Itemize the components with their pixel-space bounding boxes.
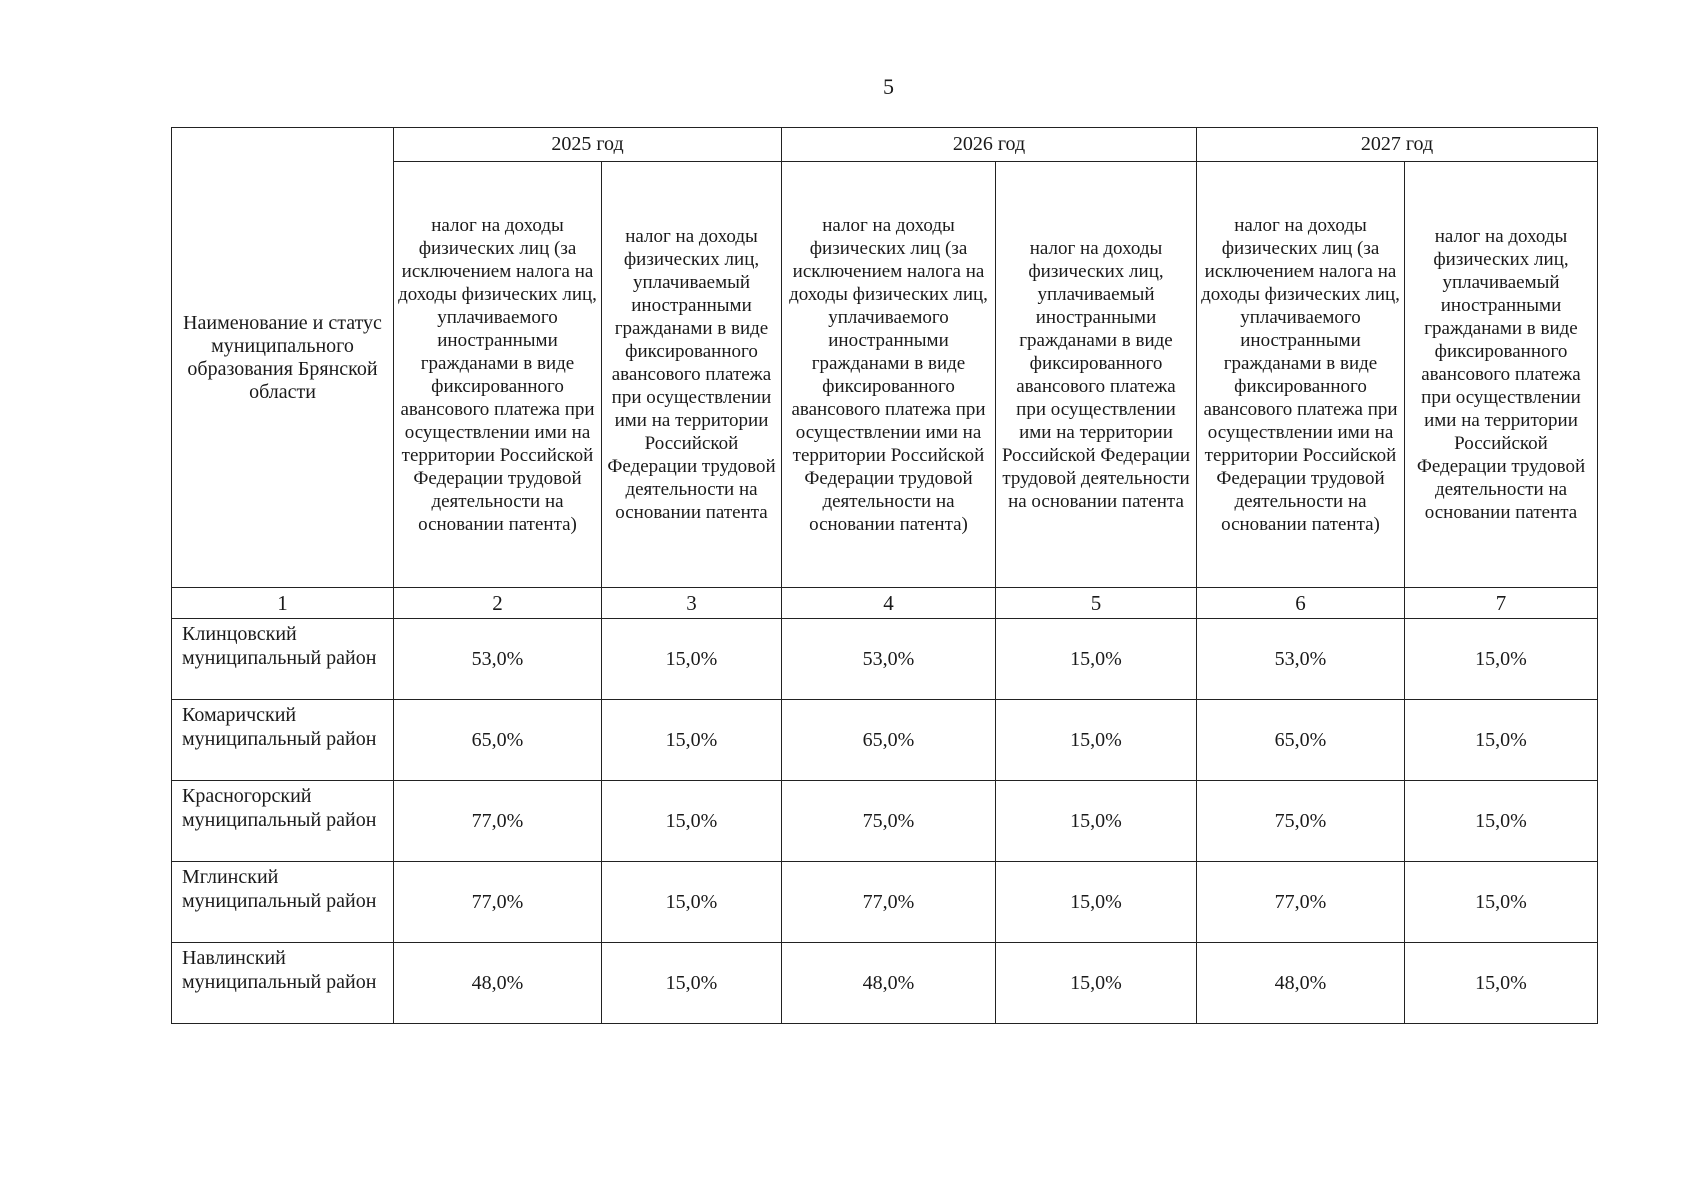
table-row [172,781,1598,862]
column-description: налог на доходы физических лиц, уплачиваемый иностранными гражданами в виде фиксированного авансового платежа при осуществлении ими на территории Российской Федерации трудовой деятельности на основании патента [996,162,1197,588]
percent-cell: 77,0% [782,862,996,943]
municipality-name: Навлинский муниципальный район [172,943,394,1024]
municipality-name: Мглинский муниципальный район [172,862,394,943]
municipality-name: Комаричский муниципальный район [172,700,394,781]
percent-cell: 48,0% [782,943,996,1024]
percent-cell: 15,0% [1405,781,1598,862]
percent-cell: 53,0% [1197,619,1405,700]
percent-cell: 15,0% [996,943,1197,1024]
percent-cell: 15,0% [1405,862,1598,943]
percent-cell: 65,0% [394,700,602,781]
percent-cell: 77,0% [1197,862,1405,943]
percent-cell: 15,0% [1405,943,1598,1024]
column-number: 7 [1405,588,1598,619]
column-description: налог на доходы физических лиц, уплачиваемый иностранными гражданами в виде фиксированного авансового платежа при осуществлении ими на территории Российской Федерации трудовой деятельности на основании патента [602,162,782,588]
percent-cell: 77,0% [394,781,602,862]
column-number: 2 [394,588,602,619]
table-row [172,943,1598,1024]
percent-cell: 15,0% [996,619,1197,700]
percent-cell: 15,0% [602,700,782,781]
percent-cell: 75,0% [1197,781,1405,862]
percent-cell: 75,0% [782,781,996,862]
percent-cell: 15,0% [1405,619,1598,700]
table-row [172,619,1598,700]
percent-cell: 15,0% [996,862,1197,943]
municipality-name-header: Наименование и статус муниципального образования Брянской области [172,128,394,588]
year-header-2025: 2025 год [394,128,782,162]
municipality-name: Клинцовский муниципальный район [172,619,394,700]
percent-cell: 15,0% [1405,700,1598,781]
percent-cell: 53,0% [782,619,996,700]
percent-cell: 15,0% [602,619,782,700]
year-header-2026: 2026 год [782,128,1197,162]
percent-cell: 15,0% [602,781,782,862]
percent-cell: 48,0% [394,943,602,1024]
municipality-name: Красногорский муниципальный район [172,781,394,862]
tax-distribution-table [171,127,1598,1024]
table-row [172,862,1598,943]
page-number: 5 [883,74,894,99]
column-number: 6 [1197,588,1405,619]
column-number: 3 [602,588,782,619]
column-description: налог на доходы физических лиц (за исключением налога на доходы физических лиц, уплачиваемого иностранными гражданами в виде фиксированного авансового платежа при осуществлении ими на территории Российской Федерации трудовой деятельности на основании патента) [394,162,602,588]
percent-cell: 15,0% [602,862,782,943]
column-description: налог на доходы физических лиц (за исключением налога на доходы физических лиц, уплачиваемого иностранными гражданами в виде фиксированного авансового платежа при осуществлении ими на территории Российской Федерации трудовой деятельности на основании патента) [782,162,996,588]
percent-cell: 15,0% [996,700,1197,781]
column-number: 1 [172,588,394,619]
percent-cell: 77,0% [394,862,602,943]
column-number-row [172,588,1598,619]
percent-cell: 53,0% [394,619,602,700]
percent-cell: 65,0% [1197,700,1405,781]
table-row [172,700,1598,781]
column-number: 4 [782,588,996,619]
year-header-row [172,128,1598,162]
column-description: налог на доходы физических лиц, уплачиваемый иностранными гражданами в виде фиксированного авансового платежа при осуществлении ими на территории Российской Федерации трудовой деятельности на основании патента [1405,162,1598,588]
percent-cell: 15,0% [996,781,1197,862]
column-description: налог на доходы физических лиц (за исключением налога на доходы физических лиц, уплачиваемого иностранными гражданами в виде фиксированного авансового платежа при осуществлении ими на территории Российской Федерации трудовой деятельности на основании патента) [1197,162,1405,588]
percent-cell: 65,0% [782,700,996,781]
percent-cell: 48,0% [1197,943,1405,1024]
percent-cell: 15,0% [602,943,782,1024]
column-number: 5 [996,588,1197,619]
year-header-2027: 2027 год [1197,128,1598,162]
